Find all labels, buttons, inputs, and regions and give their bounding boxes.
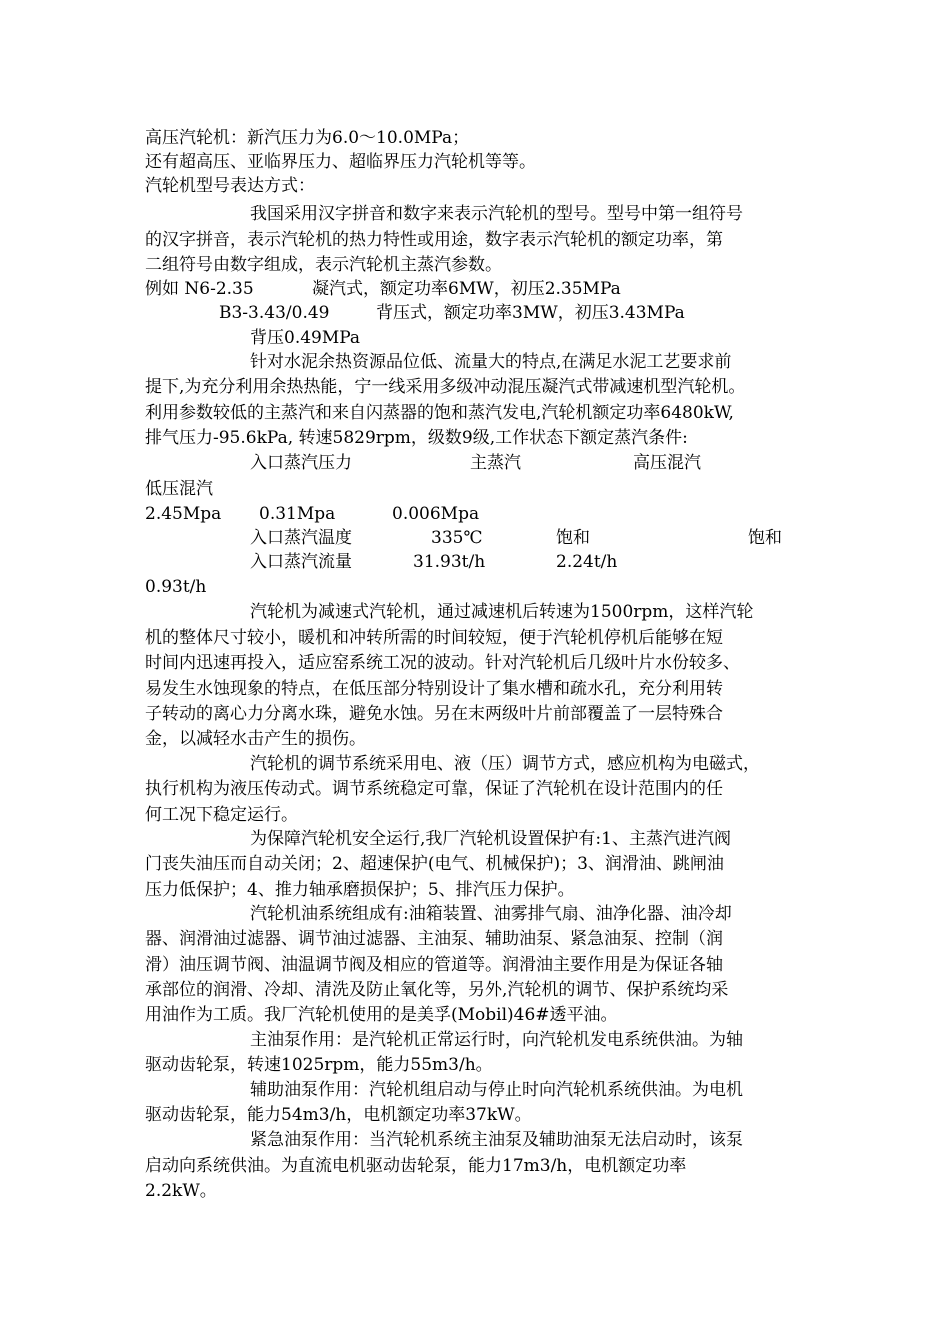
table-header: 低压混汽 <box>145 479 213 499</box>
paragraph-line: 我国采用汉字拼音和数字来表示汽轮机的型号。型号中第一组符号 <box>250 204 743 224</box>
paragraph-line: 用油作为工质。我厂汽轮机使用的是美孚(Mobil)46#透平油。 <box>145 1005 618 1025</box>
paragraph-line: 门丧失油压而自动关闭；2、超速保护(电气、机械保护)；3、润滑油、跳闸油 <box>145 854 724 874</box>
text-line: 还有超高压、亚临界压力、超临界压力汽轮机等等。 <box>145 152 536 172</box>
paragraph-line: 紧急油泵作用：当汽轮机系统主油泵及辅助油泵无法启动时，该泵 <box>250 1130 743 1150</box>
example-model: B3-3.43/0.49 <box>219 303 330 323</box>
table-header: 高压混汽 <box>633 453 701 473</box>
table-label: 入口蒸汽流量 <box>250 552 352 572</box>
table-cell: 31.93t/h <box>413 552 486 572</box>
example-description: 背压式，额定功率3MW，初压3.43MPa <box>376 303 685 323</box>
text-line: 高压汽轮机：新汽压力为6.0～10.0MPa； <box>145 128 470 148</box>
paragraph-line: 启动向系统供油。为直流电机驱动齿轮泵，能力17m3/h，电机额定功率 <box>145 1156 687 1176</box>
paragraph-line: 子转动的离心力分离水珠，避免水蚀。另在末两级叶片前部覆盖了一层特殊合 <box>145 704 723 724</box>
paragraph-line: 为保障汽轮机安全运行,我厂汽轮机设置保护有:1、主蒸汽进汽阀 <box>250 829 731 849</box>
table-cell: 2.24t/h <box>556 552 618 572</box>
paragraph-line: 器、润滑油过滤器、调节油过滤器、主油泵、辅助油泵、紧急油泵、控制（润 <box>145 929 723 949</box>
paragraph-line: 主油泵作用：是汽轮机正常运行时，向汽轮机发电系统供油。为轴 <box>250 1030 743 1050</box>
table-label: 入口蒸汽压力 <box>250 453 352 473</box>
paragraph-line: 易发生水蚀现象的特点，在低压部分特别设计了集水槽和疏水孔，充分利用转 <box>145 679 723 699</box>
table-cell: 0.006Mpa <box>392 504 480 524</box>
paragraph-line: 金，以减轻水击产生的损伤。 <box>145 729 366 749</box>
table-cell: 饱和 <box>748 528 782 548</box>
paragraph-line: 的汉字拼音，表示汽轮机的热力特性或用途，数字表示汽轮机的额定功率，第 <box>145 230 723 250</box>
table-label: 入口蒸汽温度 <box>250 528 352 548</box>
paragraph-line: 驱动齿轮泵，能力54m3/h，电机额定功率37kW。 <box>145 1105 532 1125</box>
paragraph-line: 机的整体尺寸较小，暖机和冲转所需的时间较短，便于汽轮机停机后能够在短 <box>145 628 723 648</box>
paragraph-line: 滑）油压调节阀、油温调节阀及相应的管道等。润滑油主要作用是为保证各轴 <box>145 955 723 975</box>
example-description: 背压0.49MPa <box>250 328 361 348</box>
example-description: 凝汽式，额定功率6MW，初压2.35MPa <box>312 279 621 299</box>
paragraph-line: 提下,为充分利用余热热能，宁一线采用多级冲动混压凝汽式带减速机型汽轮机。 <box>145 377 746 397</box>
paragraph-line: 执行机构为液压传动式。调节系统稳定可靠，保证了汽轮机在设计范围内的任 <box>145 779 723 799</box>
paragraph-line: 汽轮机的调节系统采用电、液（压）调节方式，感应机构为电磁式， <box>250 754 760 774</box>
paragraph-line: 辅助油泵作用：汽轮机组启动与停止时向汽轮机系统供油。为电机 <box>250 1080 743 1100</box>
table-cell: 335℃ <box>431 528 483 548</box>
paragraph-line: 驱动齿轮泵，转速1025rpm，能力55m3/h。 <box>145 1055 493 1075</box>
paragraph-line: 何工况下稳定运行。 <box>145 805 298 825</box>
paragraph-line: 排气压力-95.6kPa, 转速5829rpm，级数9级,工作状态下额定蒸汽条件: <box>145 428 688 448</box>
table-cell: 0.31Mpa <box>259 504 336 524</box>
paragraph-line: 汽轮机为减速式汽轮机，通过减速机后转速为1500rpm，这样汽轮 <box>250 602 754 622</box>
paragraph-line: 利用参数较低的主蒸汽和来自闪蒸器的饱和蒸汽发电,汽轮机额定功率6480kW, <box>145 403 734 423</box>
table-cell: 饱和 <box>556 528 590 548</box>
paragraph-line: 2.2kW。 <box>145 1181 217 1201</box>
paragraph-line: 时间内迅速再投入，适应窑系统工况的波动。针对汽轮机后几级叶片水份较多、 <box>145 653 740 673</box>
paragraph-line: 承部位的润滑、冷却、清洗及防止氧化等，另外,汽轮机的调节、保护系统均采 <box>145 980 729 1000</box>
table-header: 主蒸汽 <box>470 453 521 473</box>
table-cell: 0.93t/h <box>145 577 207 597</box>
paragraph-line: 压力低保护；4、推力轴承磨损保护；5、排汽压力保护。 <box>145 880 575 900</box>
paragraph-line: 针对水泥余热资源品位低、流量大的特点,在满足水泥工艺要求前 <box>250 352 732 372</box>
example-model: 例如 N6-2.35 <box>145 279 254 299</box>
text-line: 汽轮机型号表达方式： <box>145 176 315 196</box>
table-cell: 2.45Mpa <box>145 504 222 524</box>
paragraph-line: 二组符号由数字组成，表示汽轮机主蒸汽参数。 <box>145 255 502 275</box>
paragraph-line: 汽轮机油系统组成有:油箱装置、油雾排气扇、油净化器、油冷却 <box>250 904 732 924</box>
